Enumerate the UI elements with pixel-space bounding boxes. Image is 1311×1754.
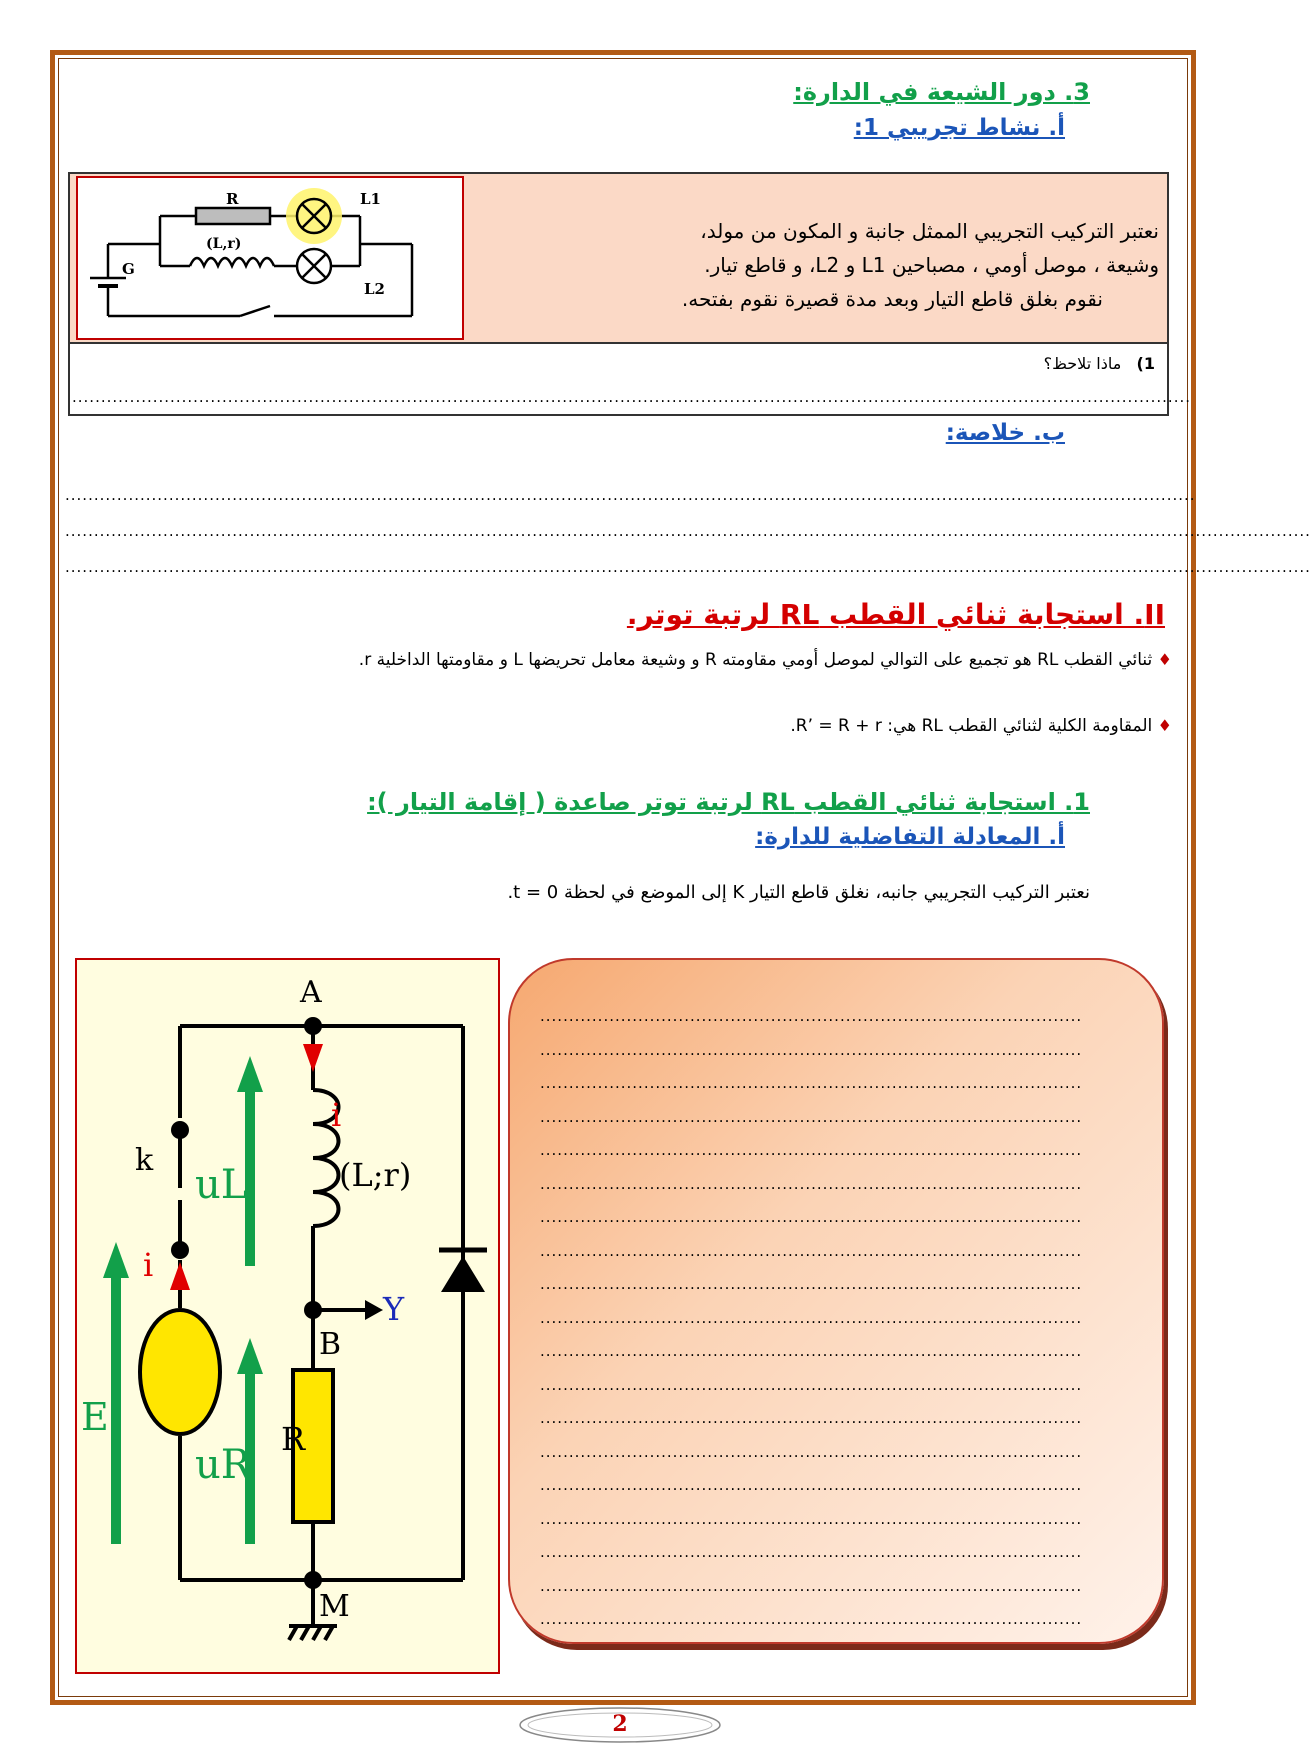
activity-line-3: نقوم بغلق قاطع التيار وبعد مدة قصيرة نقوم بفتحه.: [681, 287, 1103, 311]
fig-label-L1: L1: [360, 190, 381, 208]
label-i-top: i: [331, 1096, 342, 1134]
activity-panel: [70, 174, 1167, 344]
section2-1-heading: 1. استجابة ثنائي القطب RL لرتبة توتر صاعدة ( إقامة التيار ):: [367, 788, 1090, 816]
label-k: k: [135, 1143, 154, 1178]
conclusion-dots-2: ........................................................................................................................................................................................................................: [65, 522, 1311, 540]
question-number: 1): [1136, 354, 1155, 373]
activity-text: [469, 214, 1159, 316]
section2-bullet-2: [790, 712, 1172, 740]
label-A: A: [300, 975, 322, 1010]
rl-circuit-svg: [77, 960, 498, 1672]
activity-line-1: نعتبر التركيب التجريبي الممثل جانبة و المكون من مولد،: [700, 219, 1159, 243]
fig-label-L2: L2: [364, 280, 385, 298]
label-B: B: [319, 1327, 342, 1362]
diamond-bullet-icon: ♦: [1157, 650, 1172, 669]
conclusion-heading: ب. خلاصة:: [945, 420, 1065, 446]
label-Lr: (L;r): [339, 1156, 412, 1194]
diamond-bullet-icon: ♦: [1157, 716, 1172, 735]
label-i-left: i: [143, 1246, 154, 1284]
label-M: M: [319, 1589, 350, 1624]
activity-box: [68, 172, 1192, 416]
section2-1-intro: نعتبر التركيب التجريبي جانبه، نغلق قاطع التيار K إلى الموضع في لحظة t = 0.: [507, 882, 1090, 903]
question-text: ماذا تلاحظ؟: [1043, 354, 1122, 373]
notes-panel: [508, 958, 1164, 1644]
conclusion-dots-1: ....................................................................................................................................................................................................: [65, 486, 1196, 504]
conclusion-dots-3: ........................................................................................................................................................................................................................: [65, 558, 1311, 576]
notes-dotted-lines: .............................................................................................. .............................................................................................. .............................................................................................. .............................................................................................. .............................................................................................. .............................................................................................. .............................................................................................. .............................................................................................. .............................................................................................. .............................................................................................. .............................................................................................. .............................................................................................. .............................................................................................. .............................................................................................. .............................................................................................. .............................................................................................. .............................................................................................. .............................................................................................. ..............................................................................................: [540, 1007, 1083, 1628]
label-Y: Y: [383, 1290, 405, 1328]
rl-circuit-figure: [75, 958, 500, 1674]
bullet-1-text: ثنائي القطب RL هو تجميع على التوالي لموصل أومي مقاومته R و وشيعة معامل تحريضها L و مقاومتها الداخلية r.: [358, 650, 1153, 670]
fig-label-G: G: [122, 260, 135, 278]
section2-bullet-1: [82, 646, 1172, 674]
label-uL: uL: [195, 1162, 248, 1208]
bullet-2-text: المقاومة الكلية لثنائي القطب RL هي: R’ = R + r.: [790, 716, 1153, 736]
fig-label-R: R: [226, 190, 239, 208]
section2-heading: II. استجابة ثنائي القطب RL لرتبة توتر.: [626, 598, 1165, 631]
page-number-badge: [516, 1705, 724, 1745]
question-row: [1044, 354, 1155, 373]
answer-dots: ..................................................................................................................................................................................................: [72, 388, 1192, 406]
label-R: R: [281, 1420, 306, 1458]
page-number: 2: [612, 1711, 628, 1737]
activity-line-2: وشيعة ، موصل أومي ، مصباحين L1 و L2، و قاطع تيار.: [704, 253, 1159, 277]
section3-sub-a: أ. نشاط تجريبي 1:: [853, 115, 1065, 141]
label-uR: uR: [195, 1442, 251, 1488]
fig-label-Lr: (L,r): [206, 236, 242, 252]
label-E: E: [81, 1395, 109, 1439]
section2-1-sub-a: أ. المعادلة التفاضلية للدارة:: [755, 824, 1065, 850]
lamp-circuit-figure: [76, 176, 464, 340]
section3-heading: 3. دور الشيعة في الدارة:: [793, 78, 1090, 106]
lamp-circuit-svg: [78, 178, 462, 338]
